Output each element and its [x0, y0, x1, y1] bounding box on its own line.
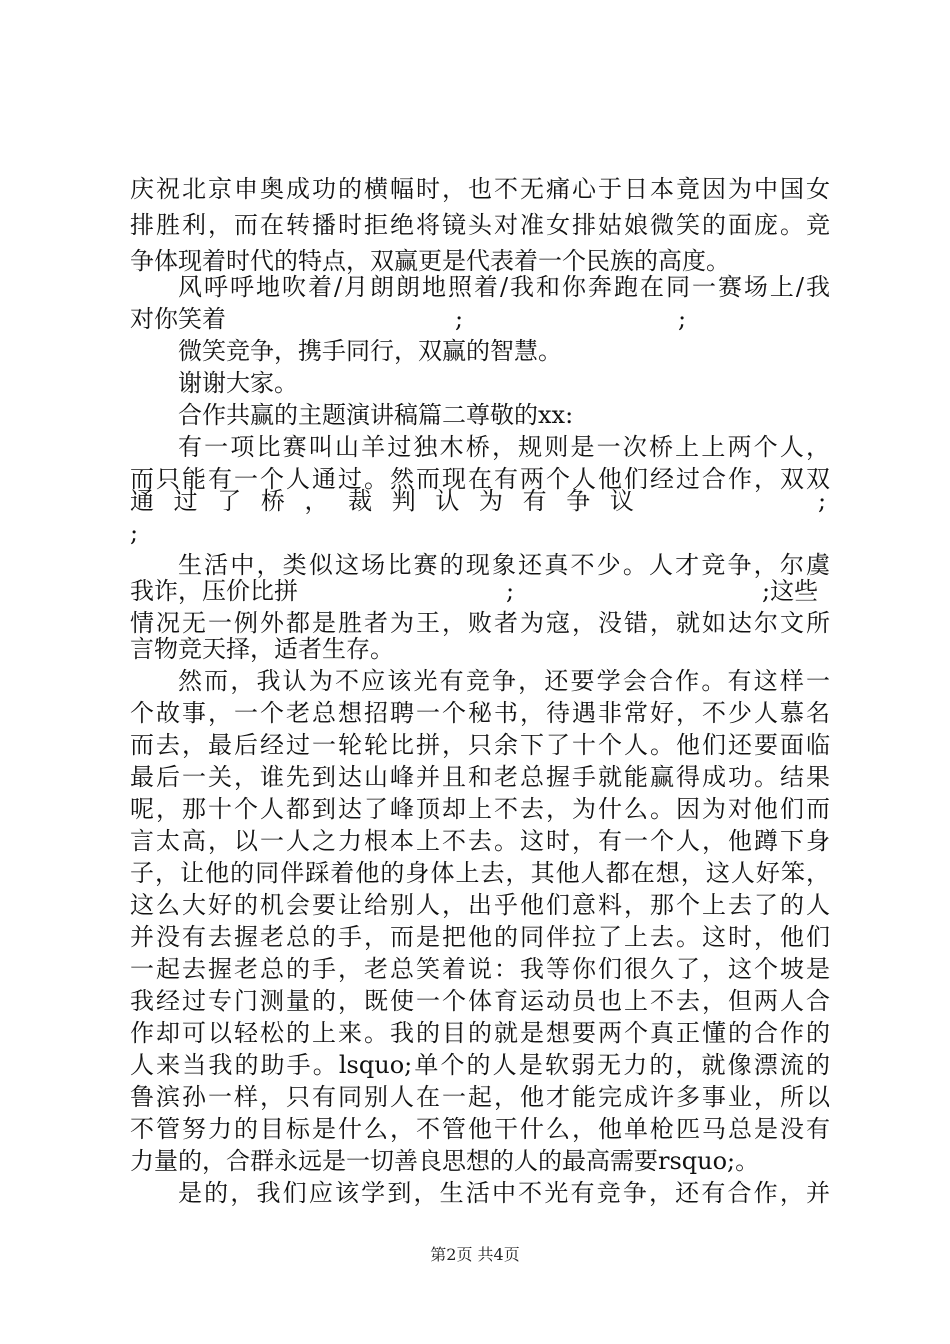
text-line: 不管努力的目标是什么，不管他干什么，他单枪匹马总是没有 — [130, 1115, 830, 1143]
text-line: 而只能有一个人通过。然而现在有两个人他们经过合作，双双 — [130, 465, 830, 493]
text-line: 这么大好的机会要让给别人，出乎他们意料，那个上去了的人 — [130, 891, 830, 919]
text-line: 谢谢大家。 — [178, 369, 298, 397]
text-line: 合作共赢的主题演讲稿篇二尊敬的xx: — [178, 401, 574, 429]
text-line: 呢，那十个人都到达了峰顶却上不去，为什么。因为对他们而 — [130, 795, 830, 823]
text-line: 风呼呼地吹着/月朗朗地照着/我和你奔跑在同一赛场上/我 — [178, 273, 830, 301]
text-line: 然而，我认为不应该光有竞争，还要学会合作。有这样一 — [178, 667, 830, 695]
text-line: 作却可以轻松的上来。我的目的就是想要两个真正懂的合作的 — [130, 1019, 830, 1047]
text-line: 言太高，以一人之力根本上不去。这时，有一个人，他蹲下身 — [130, 827, 830, 855]
text-line: 人来当我的助手。lsquo;单个的人是软弱无力的，就像漂流的 — [130, 1051, 830, 1079]
text-line: ; — [130, 519, 139, 547]
text-line: 言物竞天择，适者生存。 — [130, 635, 394, 663]
text-line: 而去，最后经过一轮轮比拼，只余下了十个人。他们还要面临 — [130, 731, 830, 759]
text-line: 鲁滨孙一样，只有同别人在一起，他才能完成许多事业，所以 — [130, 1083, 830, 1111]
text-segment: 我诈，压价比拼 — [130, 577, 298, 605]
text-line: 最后一关，谁先到达山峰并且和老总握手就能赢得成功。结果 — [130, 763, 830, 791]
text-segment: ; — [678, 305, 687, 333]
text-line: 并没有去握老总的手，而是把他的同伴拉了上去。这时，他们 — [130, 923, 830, 951]
text-line: 我经过专门测量的，既使一个体育运动员也上不去，但两人合 — [130, 987, 830, 1015]
text-segment: ; — [506, 577, 515, 605]
text-line: 微笑竞争，携手同行，双赢的智慧。 — [178, 337, 562, 365]
page-footer: 第2页 共4页 — [430, 1245, 520, 1264]
text-line: 力量的，合群永远是一切善良思想的人的最高需要rsquo;。 — [130, 1147, 760, 1175]
text-line: 庆祝北京申奥成功的横幅时，也不无痛心于日本竟因为中国女 — [130, 175, 830, 203]
text-line-group — [130, 483, 830, 519]
text-line: 情况无一例外都是胜者为王，败者为寇，没错，就如达尔文所 — [130, 609, 830, 637]
text-segment: ; — [455, 305, 464, 333]
text-line: 有一项比赛叫山羊过独木桥，规则是一次桥上上两个人， — [178, 433, 830, 461]
text-segment: 对你笑着 — [130, 305, 226, 333]
text-line: 生活中，类似这场比赛的现象还真不少。人才竞争，尔虞 — [178, 551, 830, 579]
text-line: 个故事，一个老总想招聘一个秘书，待遇非常好，不少人慕名 — [130, 699, 830, 727]
text-line: 一起去握老总的手，老总笑着说：我等你们很久了，这个坡是 — [130, 955, 830, 983]
text-segment: ; — [818, 487, 827, 515]
text-line: 排胜利，而在转播时拒绝将镜头对准女排姑娘微笑的面庞。竞 — [130, 211, 830, 239]
text-line: 是的，我们应该学到，生活中不光有竞争，还有合作，并 — [178, 1179, 830, 1207]
text-line: 争体现着时代的特点，双赢更是代表着一个民族的高度。 — [130, 247, 730, 275]
text-segment: 通 过 了 桥 ， 裁 判 认 为 有 争 议 — [130, 487, 640, 515]
text-line: 子，让他的同伴踩着他的身体上去，其他人都在想，这人好笨， — [130, 859, 830, 887]
text-line-group — [130, 573, 830, 609]
text-line-group — [130, 301, 830, 337]
text-segment: ;这些 — [762, 577, 819, 605]
